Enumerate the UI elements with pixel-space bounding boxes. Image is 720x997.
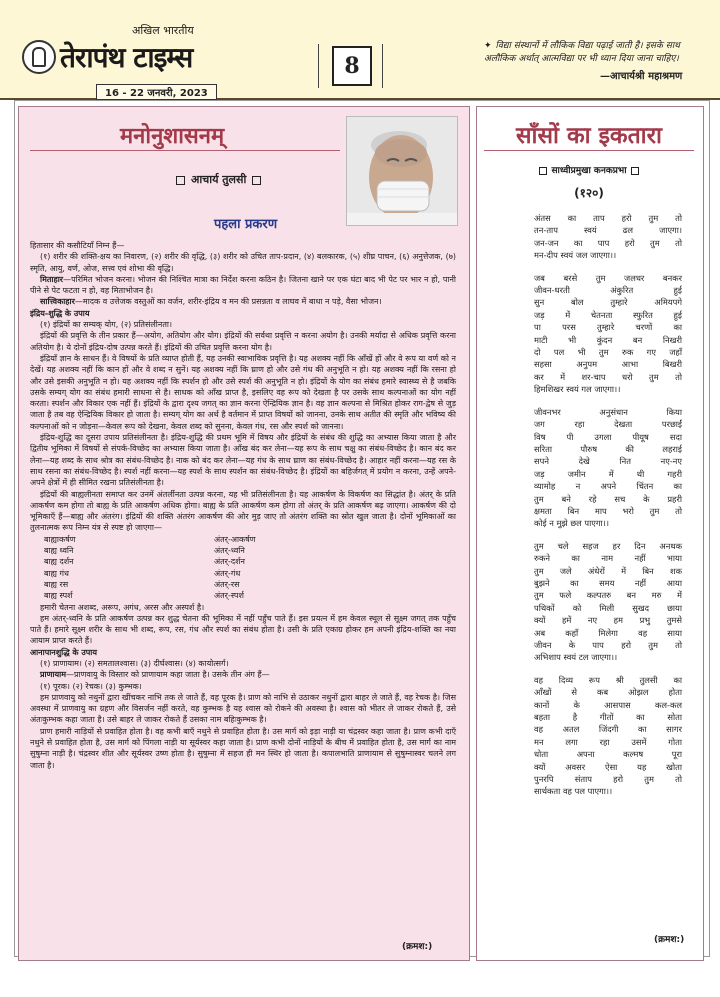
poem-line: जड़ में चेतनता स्फुरित हुई [534,309,682,320]
poem-line: तुम जले अंधेरों में बिन शक [534,565,682,576]
paragraph: (१) प्राणायाम। (२) समतालश्वास। (३) दीर्घश्वास। (४) कायोत्सर्ग। [40,658,229,668]
poem-line: क्यों हमें नए हम प्रभु तुमसे [534,615,682,626]
poem-line: विष पी उगला पीयूष सदा [534,431,682,442]
table-cell: बाह्य रस [44,579,69,589]
box-bullet-icon [539,167,547,175]
section-heading: इंद्रिय-शुद्धि के उपाय [30,308,90,318]
paragraph: (१) शरीर की शक्ति-क्षय का निवारण, (२) शरीर की वृद्धि, (३) शरीर को उचित ताप-प्रदान, (४) बलकारक, (५) शीघ्र पाचन, (६) अनुत्तेजक, (७) स्मृति, आयु, वर्ण, ओज, सत्त्व एवं शोभा की वृद्धि। [30,252,456,273]
paragraph: इंद्रियों की प्रवृत्ति के तीन प्रकार हैं—अयोग, अतियोग और योग। इंद्रियों की सर्वथा प्रवृत्ति न करना अयोग है। उनकी मर्यादा से अधिक प्रवृत्ति करना अतियोग है। ये दोनों इंद्रिय-दोष उत्पन्न करते हैं। इंद्रियों की उचित प्रवृत्ति करना योग है। [30,331,456,352]
poem-line: बहता है गीतों का सोता [534,712,682,723]
poem-line: पथिकों को मिली सुखद छाया [534,602,682,613]
poem-line: धोता अपना कल्मष पूरा [534,749,682,760]
paragraph: सात्त्विकाहार—मादक व उत्तेजक वस्तुओं का वर्जन, शरीर-इंद्रिय व मन की प्रसन्नता व लाघव में बाधा न पड़े, वैसा भोजन। [40,297,382,307]
title-underline [30,150,340,151]
poem-line: मन-दीप स्वयं जल जाएगा।। [534,250,617,261]
quote-author: —आचार्यश्री महाश्रमण [600,71,683,82]
poem-line: मन लगा रहा उसमें गोता [534,736,682,747]
poem-line: सरिता पौरुष की लहराई [534,443,682,454]
divider [318,44,319,88]
chapter-heading: पहला प्रकरण [214,217,278,232]
title-underline [484,150,694,151]
poem-line: क्षमता बिन माप भरो तुम तो [534,505,682,516]
continued-label: (क्रमश:) [654,935,685,945]
paragraph: हम प्राणवायु को नथुनों द्वारा खींचकर नाभि तक ले जाते हैं, वह पूरक है। प्राण को नाभि से उठाकर नथुनों द्वारा बाहर ले जाते हैं, वह रेचक है। जिस अवस्था में प्राणवायु का ग्रहण और विसर्जन नहीं करते, वह कुम्भक है यह श्वास को रोकने की अवस्था है। श्वास को भीतर ले जाकर रोकते हैं, उसे अंतःकुम्भक कहा जाता है। उसे बाहर ले जाकर रोकते हैं उसका नाम बहिःकुम्भक है। [30,692,456,725]
table-cell: बाह्य ध्वनि [44,546,74,556]
table-cell: बाह्य गंध [44,568,69,578]
left-article-author: आचार्य तुलसी [170,172,267,187]
poem-line: आँखों से कब ओझल होता [534,687,682,698]
poem-stanza [534,406,682,530]
paragraph: हमारी चेतना अशब्द, अरूप, अगंध, अरस और अस्पर्श है। [40,602,205,612]
quote-text: विद्या संस्थानों में लौकिक विद्या पढ़ाई जाती है। इसके साथ अलौकिक अर्थात् आत्मविद्या पर भी ध्यान दिया जाना चाहिए। [484,41,680,64]
poem-line: सपने देखे नित नए-नए [534,456,682,467]
box-bullet-icon [252,176,261,185]
poem-line: दो पल भी तुम रुक गए जहाँ [534,347,682,358]
masthead-subtitle: अखिल भारतीय [132,24,194,37]
poem-line: कर में शर-चाप धरो तुम तो [534,371,682,382]
poem-number: (१२०) [574,186,604,200]
poem-stanza [534,212,682,262]
table-cell: बाह्य दर्शन [44,557,74,567]
table-cell: अंतर्-दर्शन [214,557,245,567]
poem-line: अब कहाँ मिलेगा वह साया [534,627,682,638]
poem-line: तन-ताप स्वयं ढल जाएगा। [534,225,682,236]
poem-line: जग रहा देखता परछाईं [534,419,682,430]
star-bullet-icon: ✦ [484,41,492,51]
poem-line: क्यों अवसर ऐसा यह खोता [534,761,682,772]
table-cell: बाह्याकर्षण [44,534,76,544]
poem-line: सार्थकता वह पल पाएगा।। [534,786,613,797]
poem-line: जड़ जमीन में थी गहरी [534,468,682,479]
poem [534,212,682,808]
portrait-image [347,117,457,225]
paragraph: प्राणायाम—प्राणवायु के विस्तार को प्राणायाम कहा जाता है। उसके तीन अंग हैं— [40,670,270,680]
page-number: 8 [332,46,372,86]
poem-line: व्यामोह न अपने चिंतन का [534,481,682,492]
table-cell: अंतर्-गंध [214,568,241,578]
poem-line: वह अतल जिंदगी का सागर [534,724,682,735]
divider [382,44,383,88]
poem-line: तुम चले सहज हर दिन अनथक [534,540,682,551]
poem-line: तुम बने रहे सच के प्रहरी [534,493,682,504]
poem-line: कोई न मुझे छल पाएगा।। [534,518,609,529]
poem-line: जीवन-धरती अंकुरित हुई [534,285,682,296]
paragraph: (१) पूरक। (२) रेचक। (३) कुम्भक। [40,681,142,691]
poem-line: पा परस तुम्हारे चरणों का [534,322,682,333]
continued-label: (क्रमश:) [402,942,433,952]
table-cell: अंतर्-आकर्षण [214,534,256,544]
box-bullet-icon [176,176,185,185]
issue-date: 16 - 22 जनवरी, 2023 [96,84,217,100]
left-article-title: मनोनुशासनम् [120,123,225,149]
paragraph: (१) इंद्रियों का सम्यक् योग, (२) प्रतिसंलीनता। [40,320,172,330]
poem-line: कानों के आसपास कल-कल [534,699,682,710]
right-article-title: साँसों का इकतारा [515,122,663,149]
masthead-title: तेरापंथ टाइम्स [60,41,193,74]
poem-line: सुन बोल तुम्हारे अमियपगे [534,297,682,308]
poem-line: अंतस का ताप हरो तुम तो [534,213,682,223]
paragraph: प्राण हमारी नाड़ियों से प्रवाहित होता है। वह कभी बाएँ नथुने से प्रवाहित होता है। उस मार्ग को इड़ा नाड़ी या चंद्रस्वर कहा जाता है। प्राण कभी दाएँ नथुने से प्रवाहित होता है, उस मार्ग को पिंगला नाड़ी या सूर्यस्वर कहा जाता है। प्राण कभी दोनों नाड़ियों के बीच में प्रवाहित होता है, उस मार्ग का नाम सुषुम्ना नाड़ी है। चंद्रस्वर शीत और सूर्यस्वर उष्ण होता है। सुषुम्ना में सहज ही मन स्थिर हो जाता है। कपालभाति प्राणायाम से सुषुम्नास्वर चलने लग जाता है। [30,726,456,770]
left-article-body [30,240,456,771]
paragraph: इंद्रिय-शुद्धि का दूसरा उपाय प्रतिसंलीनता है। इंद्रिय-शुद्धि की प्रथम भूमि में विषय और इंद्रियों के संबंध की शुद्धि का अभ्यास किया जाता है और द्वितीय भूमिका में विषयों से संपर्क-विच्छेद का अभ्यास किया जाता है। आँख बंद कर लेना—यह रूप के साथ चक्षु का संबंध-विच्छेद है। कान बंद कर लेना—यह शब्द के साथ श्रोत्र का संबंध-विच्छेद है। नाक को बंद कर लेना—यह गंध के साथ घ्राण का संबंध-विच्छेद है। आहार नहीं करना—यह रस के साथ रसना का संबंध-विच्छेद है। स्पर्श नहीं करना—यह स्पर्श के साथ स्पर्शन का संबंध-विच्छेद है। इंद्रियों का बहिर्जगत् में प्रयोग न करना, उन्हें अपने-अपने क्षेत्रों में ही सीमित रखना प्रतिसंलीनता है। [30,433,456,488]
paragraph: हम अंतर्-ध्वनि के प्रति आकर्षण उत्पन्न कर शुद्ध चेतना की भूमिका में नहीं पहुँच पाते हैं। इस प्रयत्न में हम केवल स्थूल से सूक्ष्म जगत् तक पहुँच पाते हैं। हमारे सूक्ष्म शरीर के साथ भी शब्द, रूप, रस, गंध और स्पर्श का संबंध होता है। उसी के प्रति एकाग्र होकर हम अपनी इंद्रिय-शक्ति का नया आयाम प्राप्त करते हैं। [30,613,456,646]
newspaper-logo-icon [22,40,56,74]
poem-stanza [534,272,682,396]
poem-line: वह दिव्य रूप श्री तुलसी का [534,674,682,685]
table-cell: अंतर्-स्पर्श [214,591,244,601]
poem-line: रुकने का नाम नहीं भाया [534,553,682,564]
table-cell: बाह्य स्पर्श [44,591,73,601]
box-bullet-icon [631,167,639,175]
section-heading: आनापानशुद्धि के उपाय [30,647,98,657]
table-cell: अंतर्-रस [214,579,240,589]
poem-line: जीवन के पाप हरो तुम तो [534,640,682,650]
poem-line: माटी भी कुंदन बन निखरी [534,334,682,345]
right-article-author: साध्वीप्रमुखा कनकप्रभा [484,163,694,176]
poem-line: अभिशाप स्वयं टल जाएगा।। [534,652,618,663]
paragraph: मिताहार—परिमित भोजन करना। भोजन की निश्चित मात्रा का निर्देश करना कठिन है। जितना खाने पर एक घंटा बाद भी पेट पर भार न हो, पानी पीने से पेट फटता न हो, वह मिताभोजन है। [30,274,456,296]
paragraph: इंद्रियाँ ज्ञान के साधन हैं। वे विषयों के प्रति व्याप्त होती हैं, यह उनकी स्वाभाविक प्रवृत्ति है। यह अशक्य नहीं कि आँखें हों और वे रूप या वर्ण को न देखें। यह अशक्य नहीं कि कान हों और वे शब्द न सुनें। यह अशक्य नहीं कि घ्राण हो और उसे गंध की अनुभूति न हो। यह अशक्य नहीं कि रसना हो और उसे इसकी अनुभूति न हो। यह अशक्य नहीं कि स्पर्शन हो और उसे स्पर्श की अनुभूति न हो। इंद्रियों के योग का संबंध हमारे स्वास्थ्य से है जबकि उसके सम्यग् योग का संबंध हमारी साधना से है। साधक को आँख प्राप्त है, इसलिए वह रूप को देखता है पर उसके साथ कल्पनाओं का योग नहीं करता। स्पर्शन और विकार एक नहीं हैं। इंद्रियों के द्वारा दृश्य जगत् का ज्ञान करना ऐन्द्रियिक ज्ञान है। वह ज्ञान कल्पना से मिश्रित होकर राग-द्वेष से जुड़ जाता है तब वह ऐन्द्रियिक विकार हो जाता है। सम्यग् योग का अर्थ है वर्तमान में प्राप्त विषयों को जानना, उनके साथ अतीत की स्मृति और भविष्य की कल्पनाओं को न जोड़ना—केवल रूप को देखना, केवल शब्द को सुनना, केवल गंध, रस और स्पर्श को जानना। [30,353,456,431]
poem-line: सहसा अनुपम आभा बिखरी [534,359,682,370]
poem-line: जीवनभर अनुसंधान किया [534,406,682,417]
quote-box [484,40,710,66]
poem-line: हिमशिखर स्वयं गल जाएगा।। [534,384,621,395]
poem-line: बुझने का समय नहीं आया [534,577,682,588]
poem-line: तुम फले कल्पतरु बन मरु में [534,590,682,601]
poem-line: पुनरपि संताप हरो तुम तो [534,774,682,785]
poem-stanza [534,674,682,798]
paragraph: हितासार की कसौटियाँ निम्न हैं— [30,241,125,250]
author-portrait [346,116,458,226]
poem-line: जन-जन का पाप हरो तुम तो [534,237,682,248]
poem-line: जब बरसे तुम जलधर बनकर [534,272,682,283]
poem-stanza [534,540,682,664]
table-cell: अंतर्-ध्वनि [214,546,245,556]
comparison-table [44,534,456,602]
paragraph: इंद्रियों की बाह्यलीनता समाप्त कर उनमें अंतर्लीनता उत्पन्न करना, यह भी प्रतिसंलीनता है। यह आकर्षण के विकर्षण का सिद्धांत है। अंतर् के प्रति आकर्षण कम होगा तो बाह्य के प्रति आकर्षण अधिक होगा। बाह्य के प्रति आकर्षण कम होगा तो अंतर् के प्रति आकर्षण बढ़ जाएगा। आकर्षण की दो भूमिकाएँ हैं—बाह्य और अंतरंग। इंद्रियों की शक्ति अंतरंग आकर्षण की ओर मुड़ जाए तो अंतरंग शक्ति का स्रोत खुल जाता है। दोनों भूमिकाओं का तुलनात्मक रूप निम्न यंत्र से स्पष्ट हो जाएगा— [30,489,456,533]
